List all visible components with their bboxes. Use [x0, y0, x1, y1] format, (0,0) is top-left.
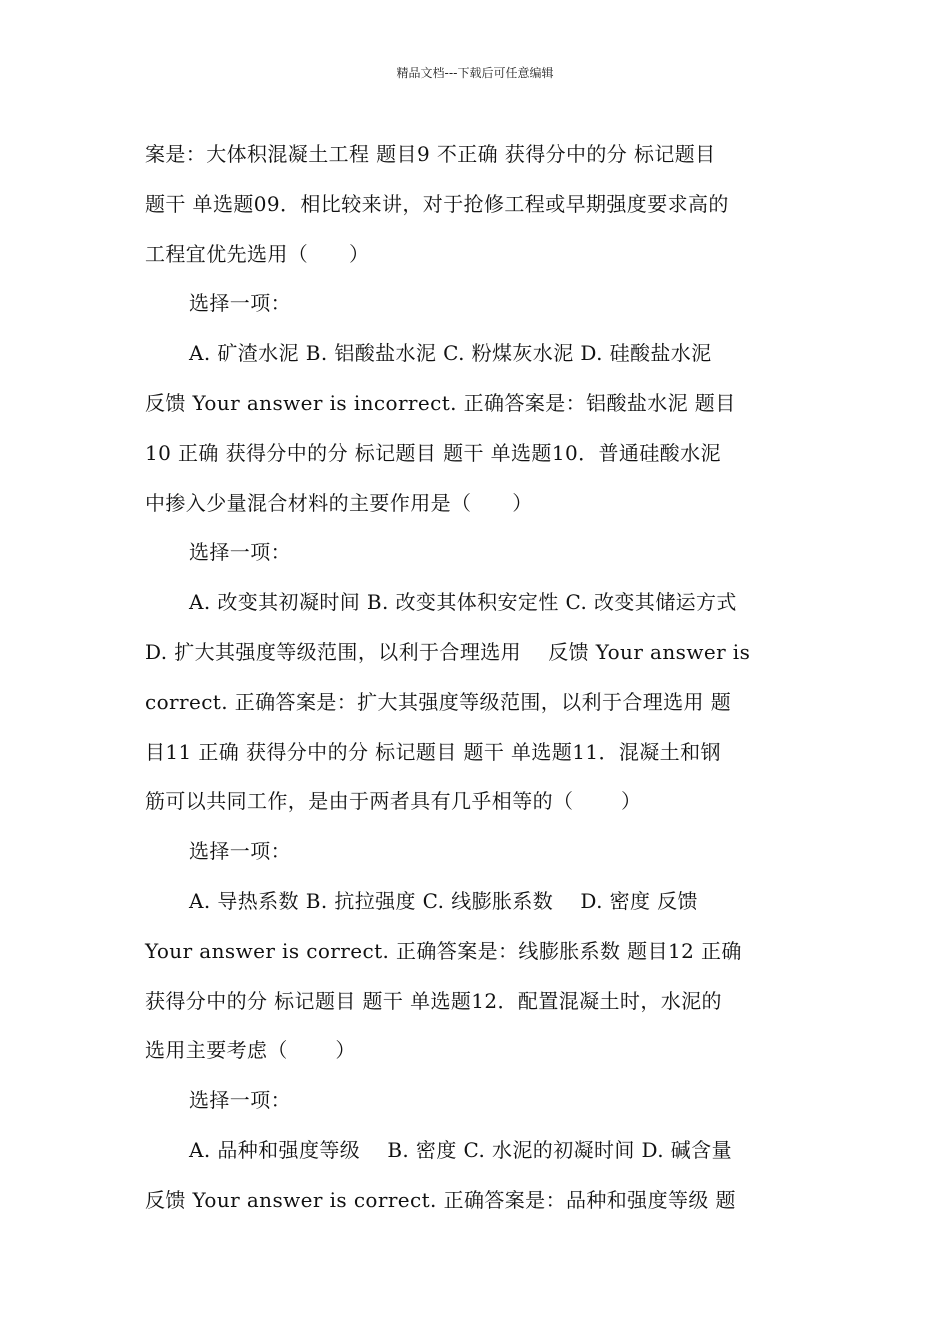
text-line: A. 导热系数 B. 抗拉强度 C. 线膨胀系数 D. 密度 反馈 [189, 888, 698, 913]
text-line: 工程宜优先选用（ ） [145, 241, 370, 266]
text-line: 获得分中的分 标记题目 题干 单选题12．配置混凝土时，水泥的 [145, 988, 722, 1013]
text-line: 选择一项： [189, 1088, 291, 1113]
text-line: D. 扩大其强度等级范围，以利于合理选用 反馈 Your answer is [145, 639, 751, 664]
text-line: 选择一项： [189, 839, 291, 864]
text-line: 选择一项： [189, 540, 291, 565]
text-line: 10 正确 获得分中的分 标记题目 题干 单选题10．普通硅酸水泥 [145, 440, 721, 465]
text-line: 案是：大体积混凝土工程 题目9 不正确 获得分中的分 标记题目 [145, 142, 716, 166]
text-line: 选用主要考虑（ ） [145, 1038, 356, 1063]
text-line: 选择一项： [189, 291, 291, 316]
text-line: 中掺入少量混合材料的主要作用是（ ） [145, 490, 533, 515]
text-line: 目11 正确 获得分中的分 标记题目 题干 单选题11．混凝土和钢 [145, 739, 721, 764]
text-line: 反馈 Your answer is correct. 正确答案是：品种和强度等级 题 [145, 1187, 736, 1212]
text-line: Your answer is correct. 正确答案是：线膨胀系数 题目12 正确 [145, 938, 742, 963]
text-line: 筋可以共同工作，是由于两者具有几乎相等的（ ） [145, 789, 642, 814]
text-line: correct. 正确答案是：扩大其强度等级范围，以利于合理选用 题 [145, 689, 732, 714]
text-line: A. 改变其初凝时间 B. 改变其体积安定性 C. 改变其储运方式 [189, 590, 737, 615]
page-header: 精品文档---下载后可任意编辑 [396, 66, 554, 80]
text-line: A. 品种和强度等级 B. 密度 C. 水泥的初凝时间 D. 碱含量 [189, 1137, 732, 1162]
document-body [145, 130, 810, 1226]
text-line: 题干 单选题09．相比较来讲，对于抢修工程或早期强度要求高的 [145, 191, 729, 216]
text-line: 反馈 Your answer is incorrect. 正确答案是：铝酸盐水泥 题目 [145, 390, 736, 415]
text-line: A. 矿渣水泥 B. 铝酸盐水泥 C. 粉煤灰水泥 D. 硅酸盐水泥 [189, 341, 712, 366]
